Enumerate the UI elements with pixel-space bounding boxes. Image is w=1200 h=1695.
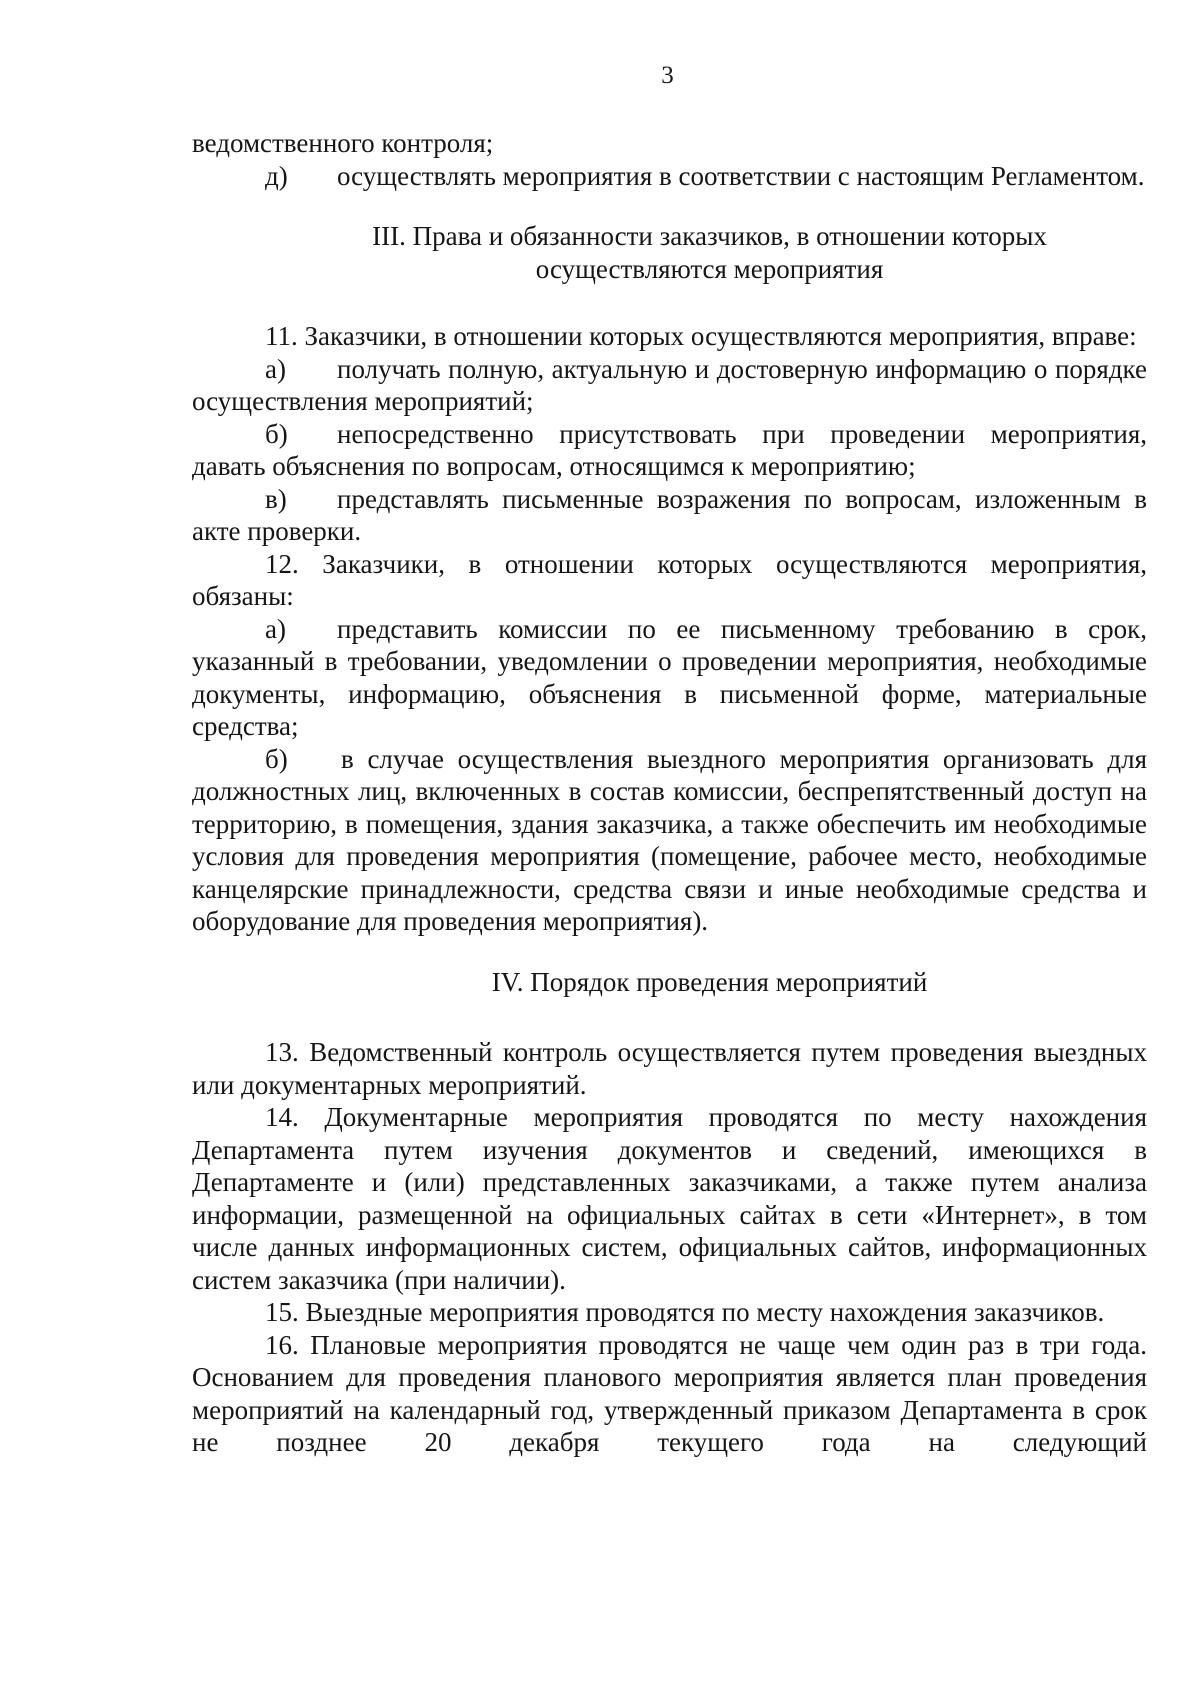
paragraph-14: 14. Документарные мероприятия проводятся по месту нахождения Департамента путем изучения документов и сведений, имеющихся в Департаменте и (или) представленных заказчиками, а также путем анализа информации, размещенной на официальных сайтах в сети «Интернет», в том числе данных информационных систем, официальных сайтов, информационных систем заказчика (при наличии).	[192, 1102, 1147, 1295]
item-label: а)	[265, 613, 286, 644]
item-d-label: д)	[265, 160, 288, 191]
item-text: представлять письменные возражения по вопросам, изложенным в акте проверки.	[192, 483, 1147, 546]
document-body	[192, 127, 1147, 1459]
intro-line: ведомственного контроля;	[192, 128, 494, 158]
section-3-heading-line-1: III. Права и обязанности заказчиков, в отношении которых	[372, 221, 1047, 251]
item-d	[192, 160, 1147, 193]
page-number: 3	[661, 62, 674, 89]
paragraph-15: 15. Выездные мероприятия проводятся по месту нахождения заказчиков.	[265, 1297, 1105, 1327]
section-4-heading: IV. Порядок проведения мероприятий	[491, 966, 928, 997]
paragraph-16: 16. Плановые мероприятия проводятся не чаще чем один раз в три года. Основанием для проведения планового мероприятия является план проведения мероприятий на календарный год, утвержденный приказом Департамента в срок не позднее 20 декабря текущего года на следующий	[192, 1329, 1147, 1457]
section-3-heading-line-2: осуществляются мероприятия	[535, 253, 884, 284]
paragraph-12-item-a	[192, 613, 1147, 743]
item-text: непосредственно присутствовать при проведении мероприятия, давать объяснения по вопросам, относящимся к мероприятию;	[192, 418, 1147, 481]
paragraph-11: 11. Заказчики, в отношении которых осуществляются мероприятия, вправе:	[265, 321, 1137, 351]
paragraph-13: 13. Ведомственный контроль осуществляется путем проведения выездных или документарных мероприятий.	[192, 1037, 1147, 1100]
section-3-heading	[192, 220, 1147, 285]
item-text: в случае осуществления выездного мероприятия организовать для должностных лиц, включенных в состав комиссии, беспрепятственный доступ на территорию, в помещения, здания заказчика, а также обеспечить им необходимые условия для проведения мероприятия (помещение, рабочее место, необходимые канцелярские принадлежности, средства связи и иные необходимые средства и оборудование для проведения мероприятия).	[192, 743, 1147, 936]
paragraph-11-item-a	[192, 353, 1147, 418]
paragraph-11-item-b	[192, 418, 1147, 483]
paragraph-12-item-b	[192, 743, 1147, 938]
item-label: б)	[265, 743, 288, 774]
item-label: а)	[265, 353, 286, 384]
item-d-text: осуществлять мероприятия в соответствии с настоящим Регламентом.	[337, 160, 1145, 191]
paragraph-12: 12. Заказчики, в отношении которых осуществляются мероприятия, обязаны:	[192, 548, 1147, 611]
paragraph-11-item-c	[192, 483, 1147, 548]
item-text: получать полную, актуальную и достоверную информацию о порядке осуществления мероприятий;	[192, 353, 1147, 416]
item-text: представить комиссии по ее письменному требованию в срок, указанный в требовании, уведомлении о проведении мероприятия, необходимые документы, информацию, объяснения в письменной форме, материальные средства;	[192, 613, 1147, 741]
item-label: б)	[265, 418, 288, 449]
item-label: в)	[265, 483, 287, 514]
